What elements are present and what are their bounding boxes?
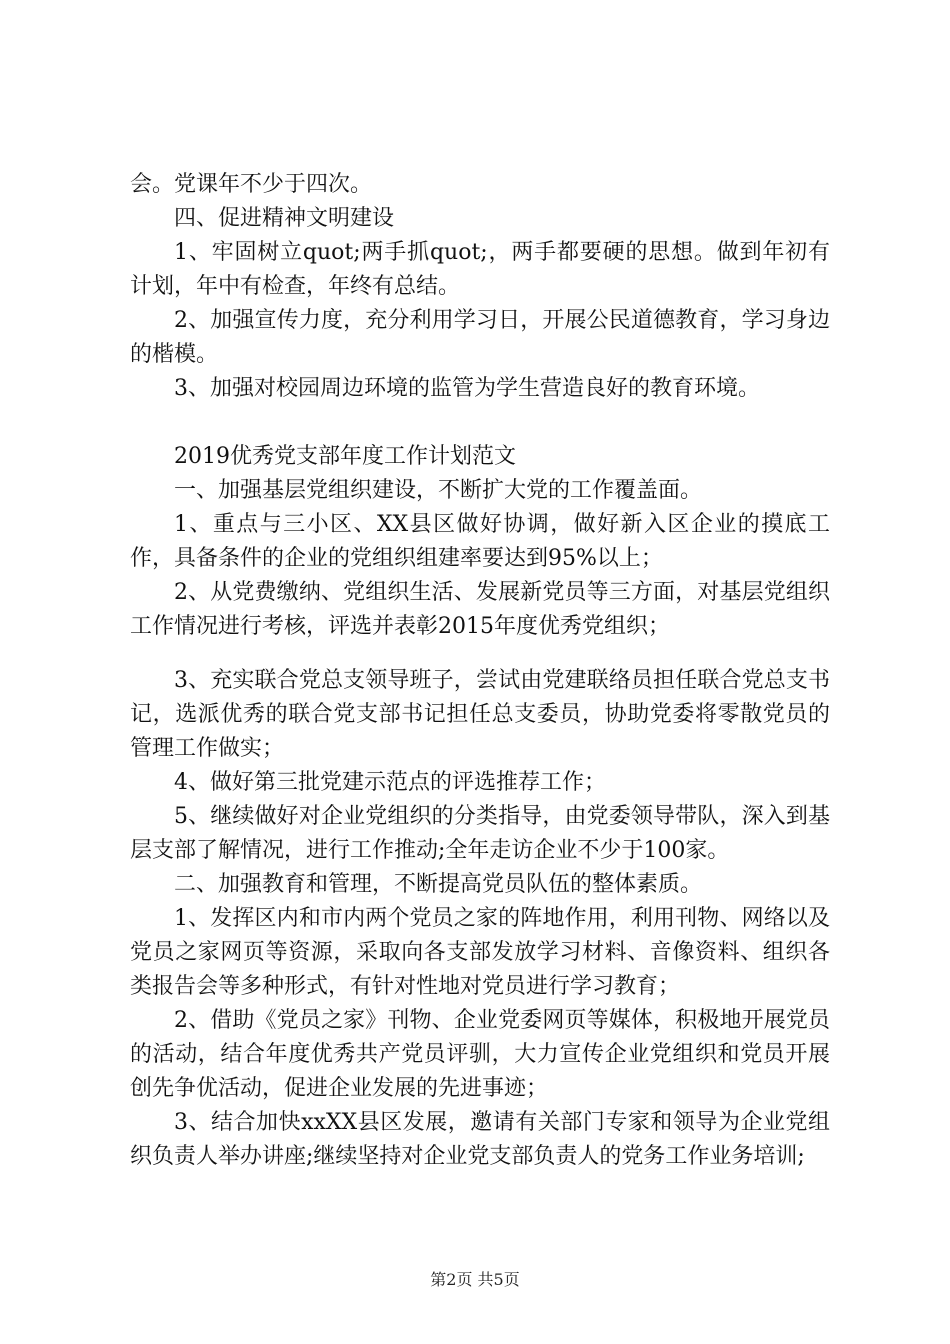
paragraph-item: 5、继续做好对企业党组织的分类指导，由党委领导带队，深入到基层支部了解情况，进行工作推动;全年走访企业不少于100家。 bbox=[130, 804, 830, 863]
blank-line bbox=[130, 644, 830, 664]
paragraph-continuation: 会。党课年不少于四次。 bbox=[130, 172, 373, 197]
page-footer: 第2页 共5页 bbox=[430, 1270, 520, 1289]
heading-section-two: 二、加强教育和管理，不断提高党员队伍的整体素质。 bbox=[174, 872, 703, 897]
document-body bbox=[130, 168, 830, 1174]
paragraph-item: 1、牢固树立quot;两手抓quot;，两手都要硬的思想。做到年初有计划，年中有检查，年终有总结。 bbox=[130, 240, 830, 299]
paragraph-item: 4、做好第三批党建示范点的评选推荐工作； bbox=[174, 770, 606, 795]
paragraph-item: 3、加强对校园周边环境的监管为学生营造良好的教育环境。 bbox=[174, 376, 760, 401]
blank-line bbox=[130, 406, 830, 440]
section-title: 2019优秀党支部年度工作计划范文 bbox=[174, 444, 516, 469]
paragraph-item: 1、发挥区内和市内两个党员之家的阵地作用，利用刊物、网络以及党员之家网页等资源，采取向各支部发放学习材料、音像资料、组织各类报告会等多种形式，有针对性地对党员进行学习教育； bbox=[130, 906, 830, 999]
paragraph-item: 3、充实联合党总支领导班子，尝试由党建联络员担任联合党总支书记，选派优秀的联合党支部书记担任总支委员，协助党委将零散党员的管理工作做实； bbox=[130, 668, 830, 761]
paragraph-item: 2、从党费缴纳、党组织生活、发展新党员等三方面，对基层党组织工作情况进行考核，评选并表彰2015年度优秀党组织； bbox=[130, 580, 830, 639]
heading-section-one: 一、加强基层党组织建设，不断扩大党的工作覆盖面。 bbox=[174, 478, 703, 503]
heading-section-four: 四、促进精神文明建设 bbox=[174, 206, 395, 231]
paragraph-item: 3、结合加快xxXX县区发展，邀请有关部门专家和领导为企业党组织负责人举办讲座;继续坚持对企业党支部负责人的党务工作业务培训; bbox=[130, 1110, 830, 1169]
paragraph-item: 1、重点与三小区、XX县区做好协调，做好新入区企业的摸底工作，具备条件的企业的党组织组建率要达到95%以上； bbox=[130, 512, 830, 571]
paragraph-item: 2、加强宣传力度，充分利用学习日，开展公民道德教育，学习身边的楷模。 bbox=[130, 308, 830, 367]
paragraph-item: 2、借助《党员之家》刊物、企业党委网页等媒体，积极地开展党员的活动，结合年度优秀共产党员评驯，大力宣传企业党组织和党员开展创先争优活动，促进企业发展的先进事迹； bbox=[130, 1008, 830, 1101]
